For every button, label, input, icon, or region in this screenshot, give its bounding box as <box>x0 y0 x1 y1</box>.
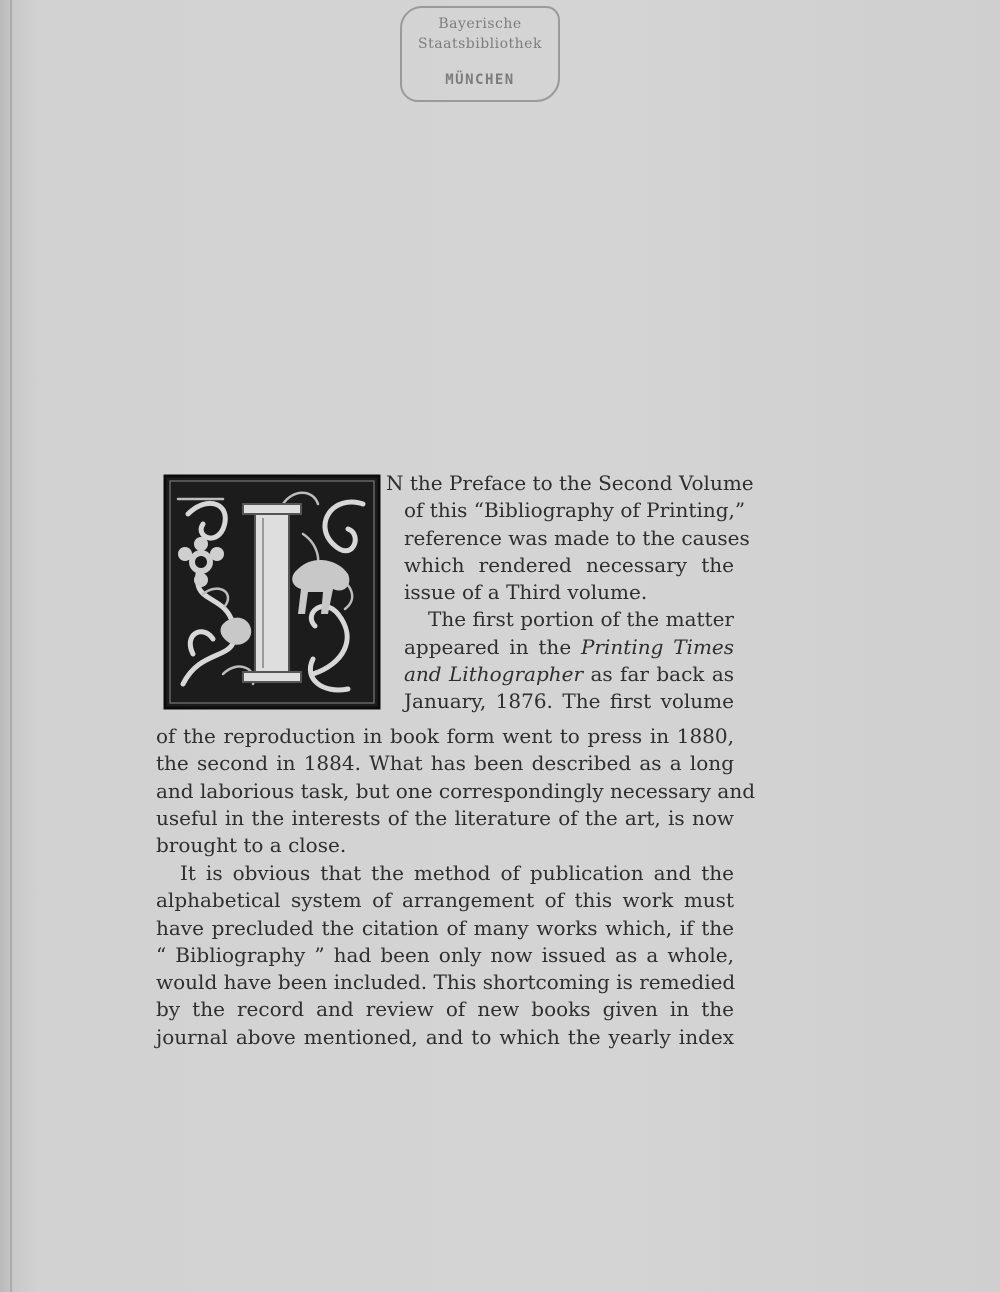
paragraph-3 <box>156 860 734 1051</box>
text-line: N the Preface to the Second Volume <box>386 471 754 495</box>
text-line: of this “Bibliography of Printing,” <box>404 498 746 523</box>
text-line: The first portion of the matter <box>428 607 734 632</box>
text-line: January, 1876. The first volume <box>404 689 734 714</box>
stamp-line-1: Bayerische <box>438 16 522 32</box>
text-line: would have been included. This shortcoming is remedied <box>156 970 736 995</box>
binding-gutter <box>10 0 12 1292</box>
stamp-line-2: Staatsbibliothek <box>418 36 542 52</box>
text-line: and laborious task, but one correspondingly necessary and <box>156 778 756 803</box>
text-fragment: as far back as <box>590 662 735 687</box>
text-line: of the reproduction in book form went to press in 1880, <box>156 724 734 748</box>
stamp-line-3: MÜNCHEN <box>445 72 515 88</box>
text-line: It is obvious that the method of publication and the <box>180 861 734 885</box>
text-line: alphabetical system of arrangement of this work must <box>156 888 734 913</box>
ornamental-initial-icon <box>163 474 381 710</box>
paragraph-2-wide <box>156 723 756 859</box>
text-line: which rendered necessary the <box>404 552 734 577</box>
text-fragment: appeared in the <box>404 634 572 659</box>
text-line <box>386 634 734 661</box>
text-line: journal above mentioned, and to which the yearly index <box>156 1024 734 1049</box>
text-line: issue of a Third volume. <box>404 580 648 605</box>
text-line: by the record and review of new books given in the <box>156 997 734 1022</box>
text-line: “ Bibliography ” had been only now issued as a whole, <box>156 942 734 967</box>
text-line: have precluded the citation of many works which, if the <box>156 915 734 940</box>
library-stamp <box>400 6 560 102</box>
text-line <box>386 661 734 688</box>
journal-title: Printing Times <box>580 634 735 659</box>
journal-title: and Lithographer <box>404 662 584 687</box>
text-line: useful in the interests of the literature of the art, is now <box>156 805 734 830</box>
text-line: reference was made to the causes <box>404 525 750 550</box>
text-line: the second in 1884. What has been described as a long <box>156 751 734 776</box>
text-line: brought to a close. <box>156 833 347 858</box>
paragraph-1-narrow <box>386 470 754 716</box>
